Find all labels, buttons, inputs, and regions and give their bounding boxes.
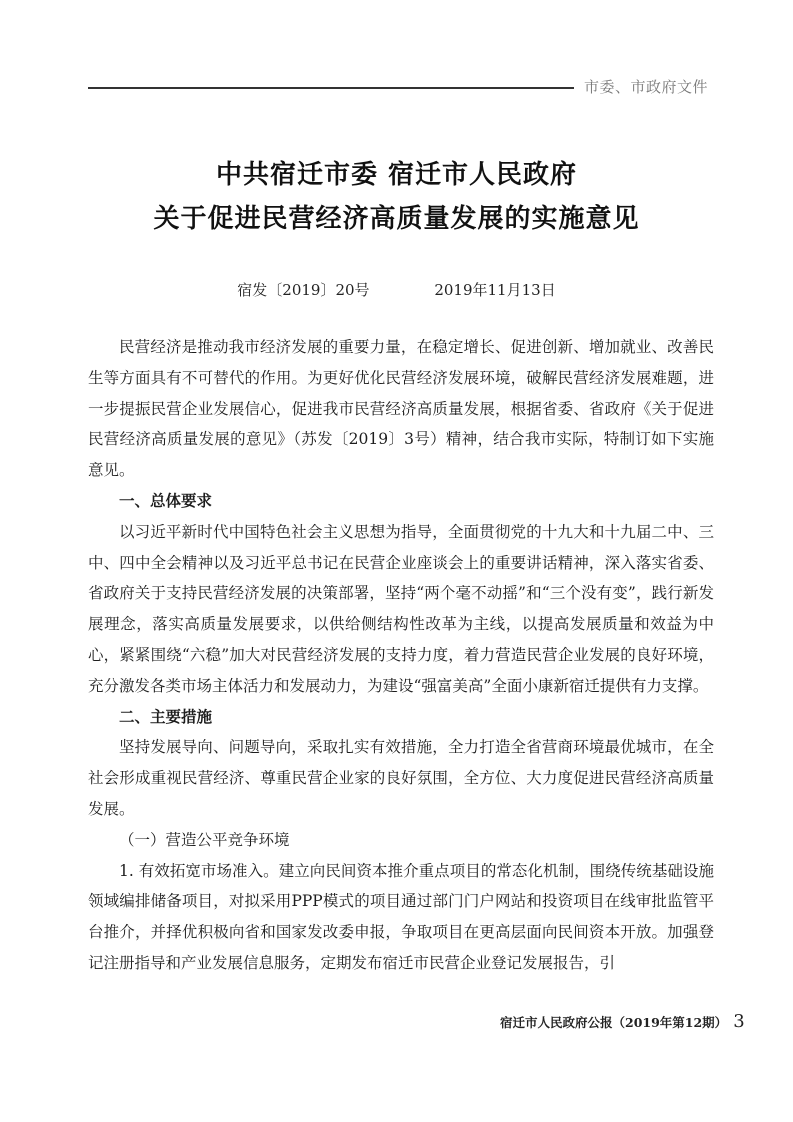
header-rule [88, 87, 574, 89]
general-requirements-paragraph: 以习近平新时代中国特色社会主义思想为指导，全面贯彻党的十九大和十九届二中、三中、四中全会精神以及习近平总书记在民营企业座谈会上的重要讲话精神，深入落实省委、省政府关于支持民营经济发展的决策部署，坚持“两个毫不动摇”和“三个没有变”，践行新发展理念，落实高质量发展要求，以供给侧结构性改革为主线，以提高发展质量和效益为中心，紧紧围绕“六稳”加大对民营经济发展的支持力度，着力营造民营企业发展的良好环境，充分激发各类市场主体活力和发展动力，为建设“强富美高”全面小康新宿迁提供有力支撑。 [88, 522, 714, 695]
document-title-line2: 关于促进民营经济高质量发展的实施意见 [153, 204, 640, 234]
section-heading-measures: 二、主要措施 [119, 707, 213, 726]
document-date: 2019年11月13日 [434, 281, 556, 299]
document-meta [0, 279, 793, 300]
measures-paragraph: 坚持发展导向、问题导向，采取扎实有效措施，全力打造全省营商环境最优城市，在全社会形成重视民营经济、尊重民营企业家的良好氛围，全方位、大力度促进民营经济高质量发展。 [88, 738, 714, 818]
document-title-line1: 中共宿迁市委 宿迁市人民政府 [215, 160, 578, 190]
document-body [88, 332, 714, 979]
intro-paragraph: 民营经济是推动我市经济发展的重要力量，在稳定增长、促进创新、增加就业、改善民生等方面具有不可替代的作用。为更好优化民营经济发展环境，破解民营经济发展难题，进一步提振民营企业发展信心，促进我市民营经济高质量发展，根据省委、省政府《关于促进民营经济高质量发展的意见》（苏发〔2019〕3号）精神，结合我市实际，特制订如下实施意见。 [88, 338, 714, 480]
document-number: 宿发〔2019〕20号 [237, 281, 370, 299]
section-label: 市委、市政府文件 [584, 78, 709, 96]
publication-name: 宿迁市人民政府公报（2019年第12期） [500, 1015, 728, 1030]
subsection-heading: （一）营造公平竞争环境 [119, 830, 290, 849]
page-number: 3 [733, 1011, 745, 1032]
page-footer [500, 1011, 745, 1032]
section-heading-general: 一、总体要求 [119, 491, 213, 510]
item-1-paragraph: 1. 有效拓宽市场准入。建立向民间资本推介重点项目的常态化机制，围绕传统基础设施领域编排储备项目，对拟采用PPP模式的项目通过部门门户网站和投资项目在线审批监管平台推介，并择优积极向省和国家发改委申报，争取项目在更高层面向民间资本开放。加强登记注册指导和产业发展信息服务，定期发布宿迁市民营企业登记发展报告，引 [88, 861, 714, 972]
